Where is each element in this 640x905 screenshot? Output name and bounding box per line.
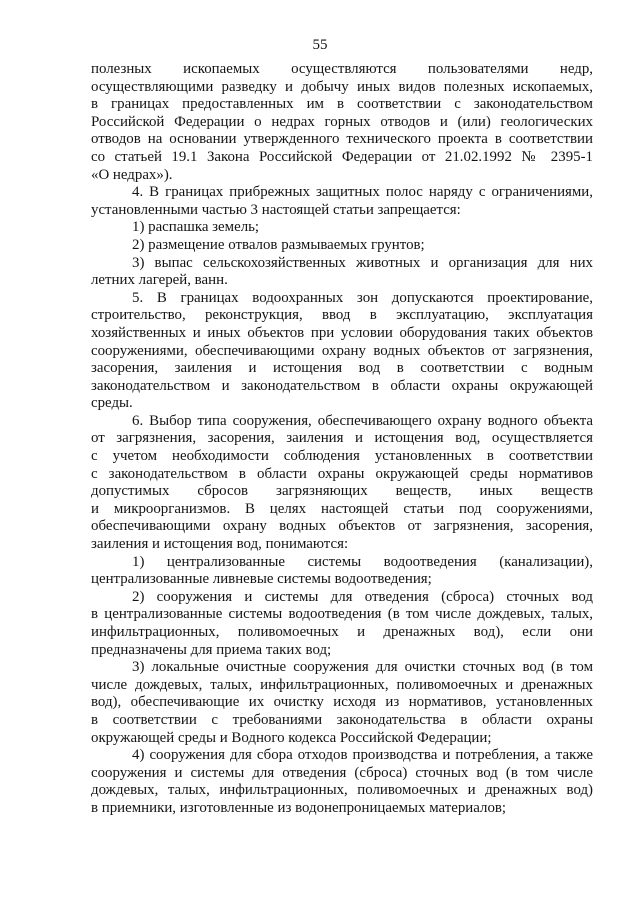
text-line: строительство, реконструкция, ввод в эксплуатацию, эксплуатация	[91, 307, 593, 324]
text-line: окружающей среды и Водного кодекса Российской Федерации;	[91, 729, 492, 746]
text-line: 3) локальные очистные сооружения для очистки сточных вод (в том	[132, 659, 593, 676]
text-line: сооружения и системы для отведения (сброса) сточных вод (в том числе	[91, 764, 593, 781]
text-line: 6. Выбор типа сооружения, обеспечивающего охрану водного объекта	[132, 412, 593, 429]
document-body	[91, 61, 593, 818]
text-line: заиления и истощения вод, понимаются:	[91, 536, 349, 553]
text-line: установленными частью 3 настоящей статьи запрещается:	[91, 201, 461, 218]
text-line: с законодательством в области охраны окружающей среды нормативов	[91, 465, 593, 482]
text-line: в границах предоставленных им в соответствии с законодательством	[91, 96, 593, 113]
text-line: законодательством и законодательством в области охраны окружающей	[91, 377, 593, 394]
page-number: 55	[312, 37, 328, 53]
text-line: допустимых сбросов загрязняющих веществ, иных веществ	[91, 483, 593, 500]
text-line: Российской Федерации о недрах горных отводов и (или) геологических	[91, 113, 593, 130]
text-line: от загрязнения, засорения, заиления и истощения вод, осуществляется	[91, 430, 593, 447]
text-line: и микроорганизмов. В целях настоящей статьи под сооружениями,	[91, 500, 593, 517]
text-line: инфильтрационных, поливомоечных и дренажных вод), если они	[91, 624, 593, 640]
text-line: 5. В границах водоохранных зон допускаются проектирование,	[132, 289, 593, 306]
text-line: «О недрах»).	[91, 166, 173, 183]
text-line: полезных ископаемых осуществляются пользователями недр,	[91, 61, 593, 77]
text-line: 4) сооружения для сбора отходов производства и потребления, а также	[132, 747, 593, 764]
text-line: 1) распашка земель;	[132, 219, 260, 236]
text-line: осуществляющими разведку и добычу иных видов полезных ископаемых,	[91, 78, 593, 95]
text-line: вод), обеспечивающие их очистку исходя из нормативов, установленных	[91, 694, 593, 711]
text-line: 2) сооружения и системы для отведения (сброса) сточных вод	[132, 588, 593, 605]
text-line: дождевых, талых, инфильтрационных, поливомоечных и дренажных вод)	[91, 782, 593, 799]
text-line: 2) размещение отвалов размываемых грунтов;	[132, 236, 425, 253]
text-line: отводов на основании утвержденного технического проекта в соответствии	[91, 131, 593, 148]
text-line: сооружениями, обеспечивающими охрану водных объектов от загрязнения,	[91, 342, 593, 359]
text-line: обеспечивающими охрану водных объектов от загрязнения, засорения,	[91, 518, 593, 535]
text-line: со статьей 19.1 Закона Российской Федерации от 21.02.1992 № 2395-1	[91, 148, 593, 165]
text-line: хозяйственных и иных объектов при условии оборудования таких объектов	[91, 324, 593, 341]
text-line: в централизованные системы водоотведения (в том числе дождевых, талых,	[91, 606, 593, 623]
text-line: предназначены для приема таких вод;	[91, 641, 332, 658]
text-line: числе дождевых, талых, инфильтрационных, поливомоечных и дренажных	[91, 676, 593, 693]
text-line: в приемники, изготовленные из водонепроницаемых материалов;	[91, 799, 507, 816]
text-line: засорения, заиления и истощения вод в соответствии с водным	[91, 360, 593, 377]
text-line: 3) выпас сельскохозяйственных животных и организация для них	[132, 254, 593, 271]
text-line: в соответствии с требованиями законодательства в области охраны	[91, 711, 593, 728]
text-line: 1) централизованные системы водоотведения (канализации),	[132, 553, 593, 570]
text-line: летних лагерей, ванн.	[91, 272, 228, 289]
text-line: с учетом необходимости соблюдения установленных в соответствии	[91, 448, 593, 465]
text-line: 4. В границах прибрежных защитных полос наряду с ограничениями,	[132, 184, 593, 201]
text-line: централизованные ливневые системы водоотведения;	[91, 571, 432, 588]
text-line: среды.	[91, 395, 133, 412]
